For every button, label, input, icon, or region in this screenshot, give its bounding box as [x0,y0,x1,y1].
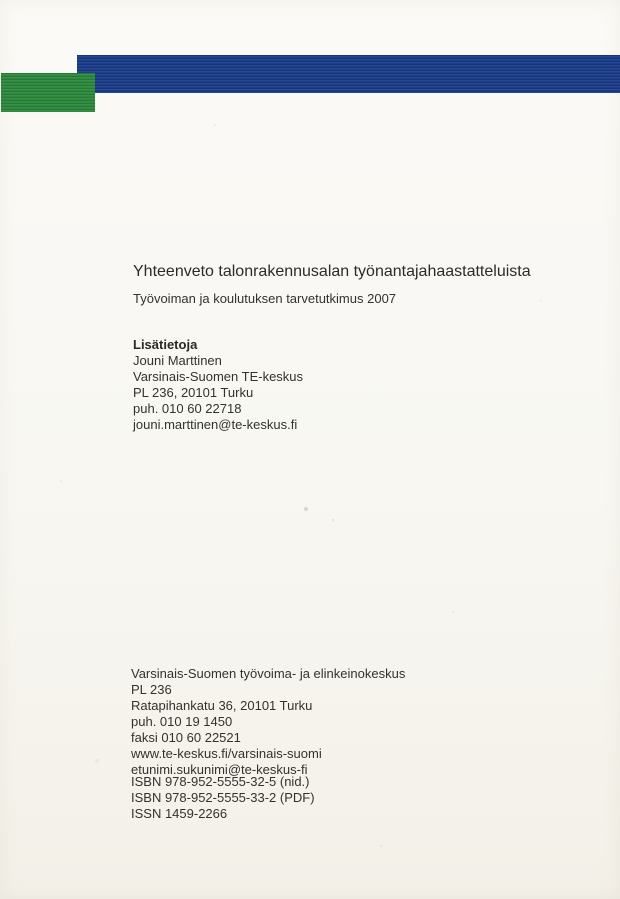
contact-heading: Lisätietoja [133,337,198,352]
contact-info-block [133,337,303,433]
publisher-info-block [131,666,405,778]
isbn-printed-line: ISBN 978-952-5555-32-5 (nid.) [131,774,310,789]
contact-line-organization: Varsinais-Suomen TE-keskus [133,369,304,384]
contact-line-email: jouni.marttinen@te-keskus.fi [133,417,298,432]
publisher-line-email-format: etunimi.sukunimi@te-keskus-fi [131,762,308,777]
publisher-line-phone: puh. 010 19 1450 [131,714,233,729]
report-subtitle: Työvoiman ja koulutuksen tarvetutkimus 2007 [133,291,397,306]
isbn-pdf-line: ISBN 978-952-5555-33-2 (PDF) [131,790,315,805]
report-title: Yhteenveto talonrakennusalan työnantajahaastatteluista [133,263,531,280]
scan-noise [0,0,2,2]
header-bar-blue [77,55,620,93]
publisher-line-street: Ratapihankatu 36, 20101 Turku [131,698,313,713]
publisher-line-website: www.te-keskus.fi/varsinais-suomi [131,746,322,761]
publisher-line-organization: Varsinais-Suomen työvoima- ja elinkeinokeskus [131,666,406,681]
publication-identifiers-block [131,774,315,822]
contact-line-address: PL 236, 20101 Turku [133,385,254,400]
header-bar-green [1,73,95,112]
publisher-line-pobox: PL 236 [131,682,172,697]
publisher-line-fax: faksi 010 60 22521 [131,730,241,745]
contact-line-name: Jouni Marttinen [133,353,222,368]
issn-line: ISSN 1459-2266 [131,806,228,821]
contact-line-phone: puh. 010 60 22718 [133,401,242,416]
